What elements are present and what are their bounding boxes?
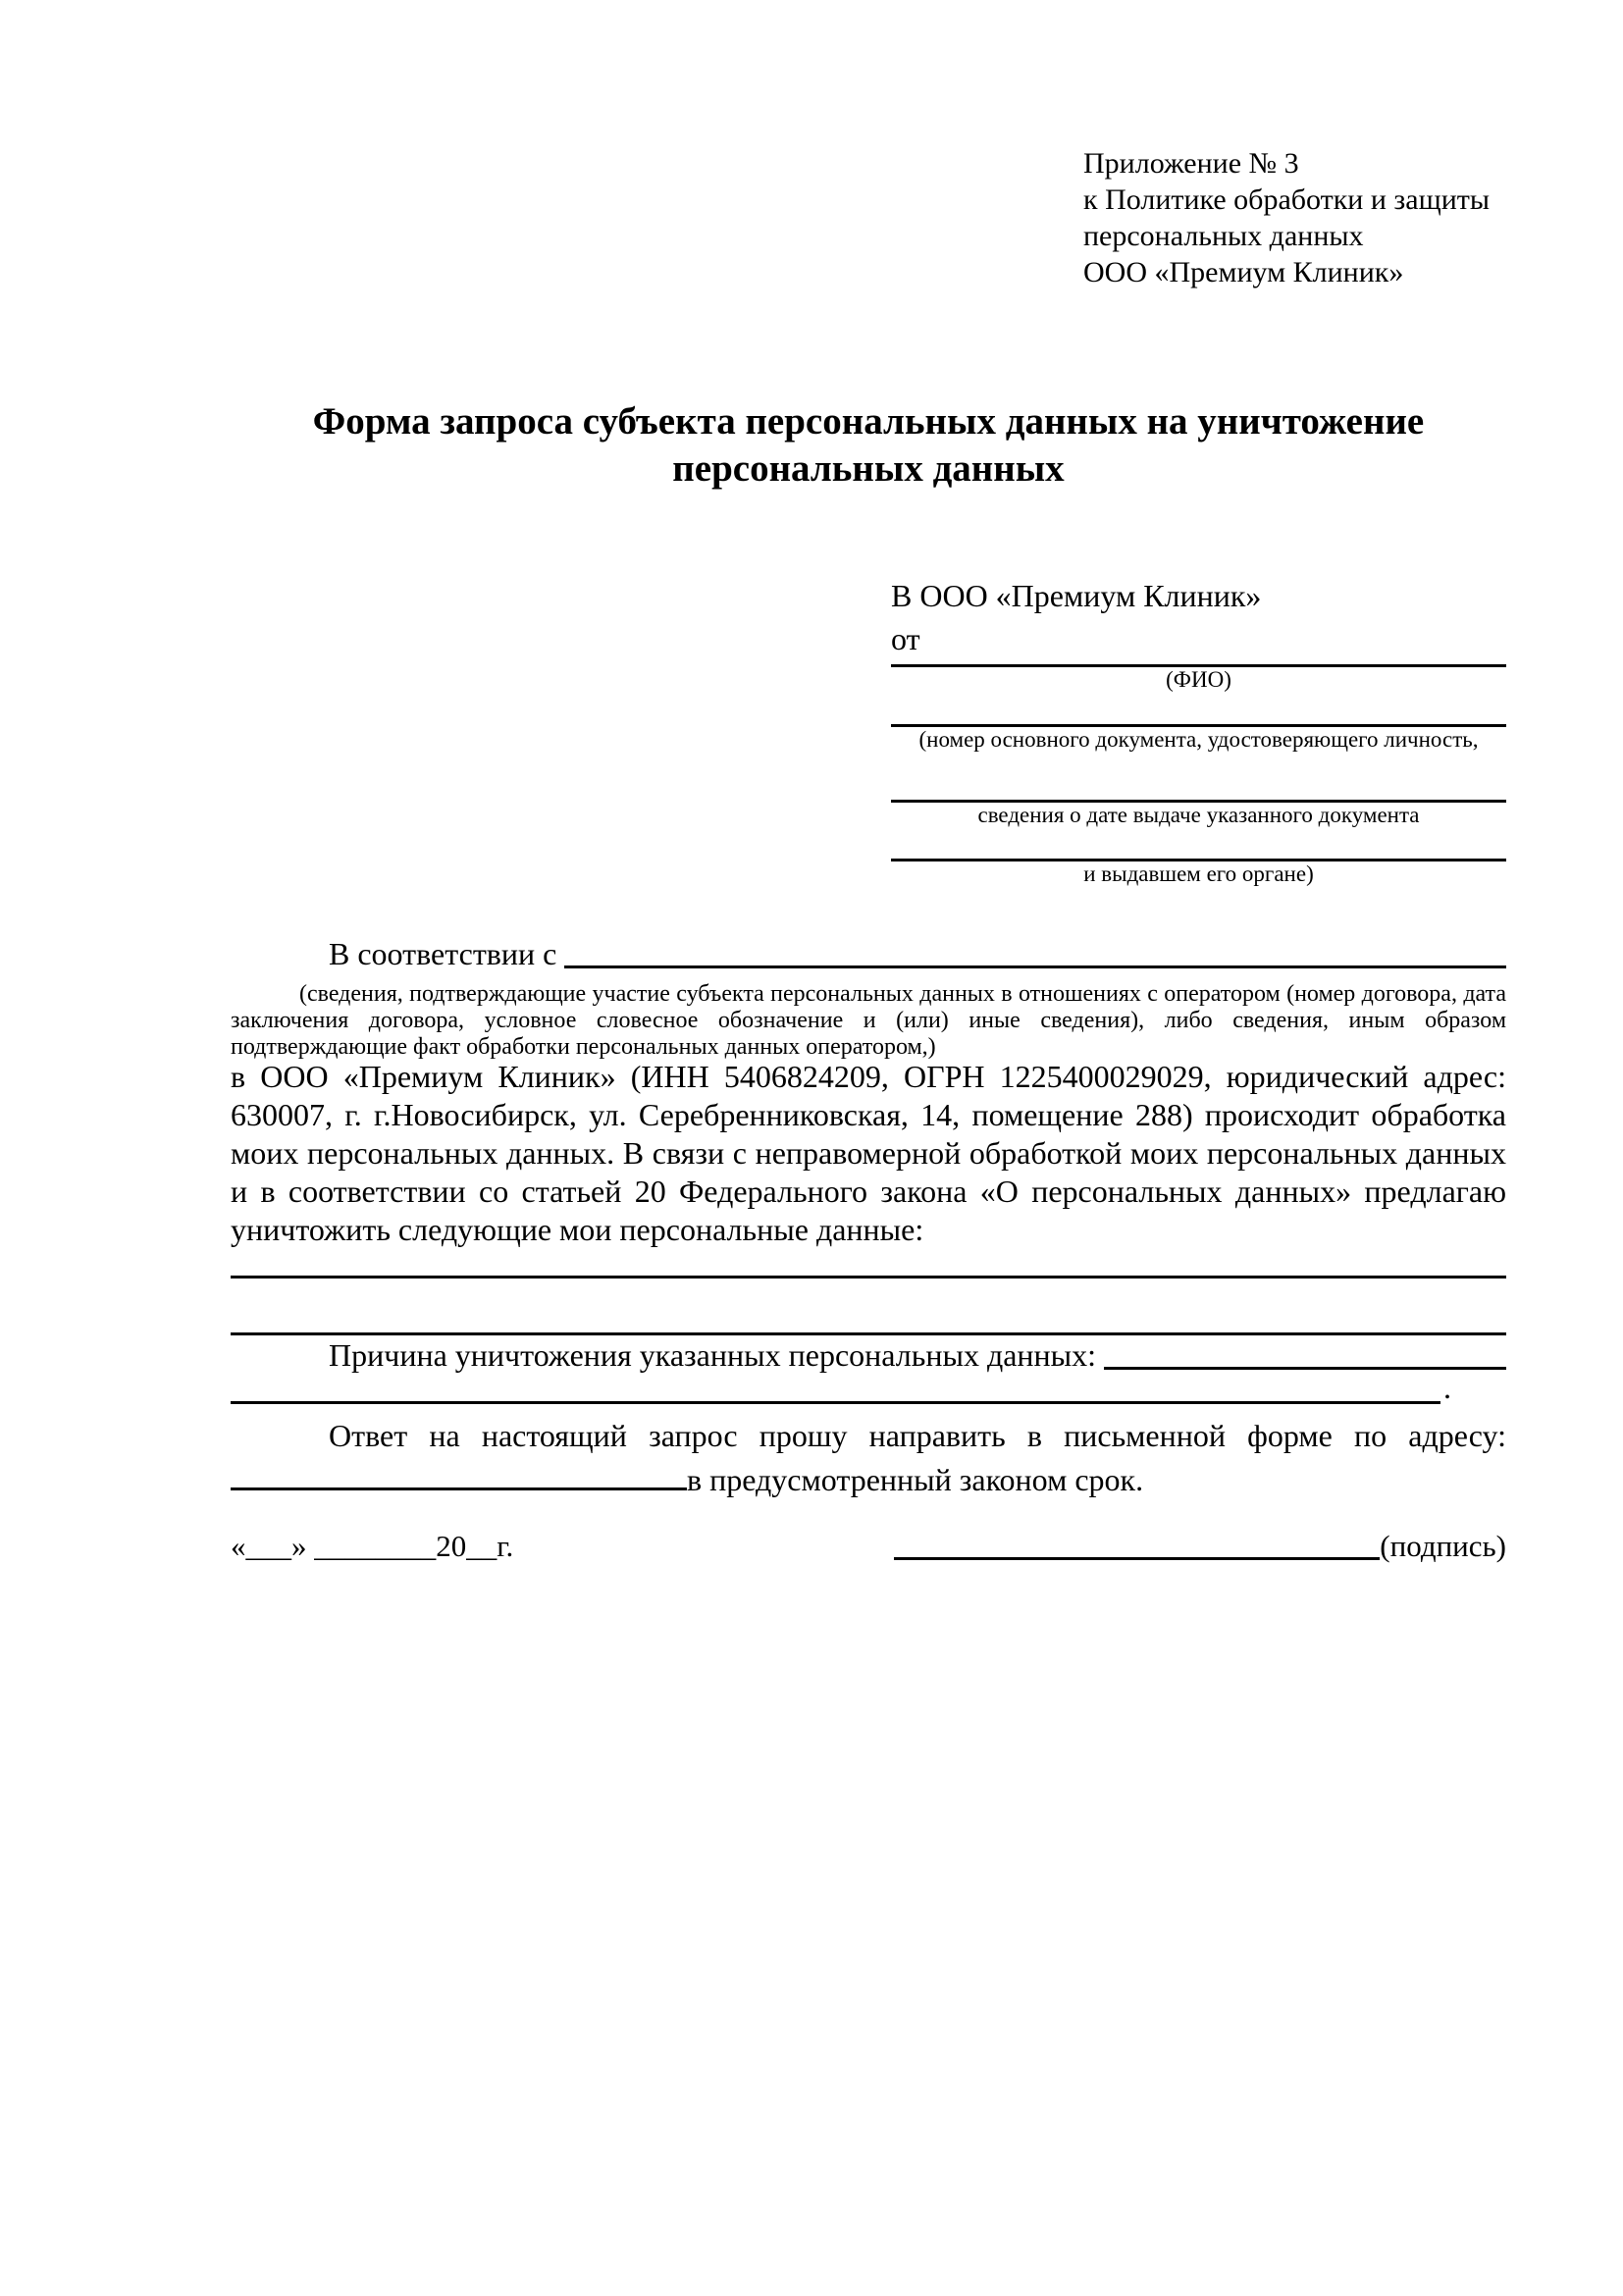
line-period: . [1443, 1370, 1451, 1405]
id-document-caption-3: и выдавшем его органе) [1083, 861, 1314, 886]
date-signature-row [231, 1527, 1506, 1566]
appendix-reference [1083, 145, 1490, 290]
address-blank-line [231, 1487, 687, 1490]
signature-caption: (подпись) [1380, 1529, 1506, 1563]
response-tail: в предусмотренный законом срок. [687, 1462, 1144, 1497]
page-title: Форма запроса субъекта персональных данных на уничтожение персональных данных [312, 400, 1425, 490]
accordance-row [231, 934, 1506, 973]
accordance-blank-line [564, 934, 1506, 968]
reason-label: Причина уничтожения указанных персональных данных: [329, 1337, 1097, 1373]
fio-caption: (ФИО) [1166, 667, 1231, 692]
id-document-caption-2: сведения о дате выдаче указанного документа [977, 803, 1420, 827]
appendix-line-3: персональных данных [1083, 220, 1364, 252]
addressee-to: В ООО «Премиум Клиник» [891, 578, 1262, 613]
appendix-line-4: ООО «Премиум Клиник» [1083, 256, 1404, 288]
date-blank-template: «___» ________20__г. [231, 1529, 514, 1563]
signature-blank-line [894, 1527, 1380, 1560]
fine-print: (сведения, подтверждающие участие субъекта персональных данных в отношениях с оператором (номер договора, дата заключения договора, условное словесное обозначение и (или) иные сведения), либо сведения, иным образом подтверждающие факт обработки персональных данных оператором,) [231, 981, 1506, 1060]
addressee-block [891, 574, 1506, 887]
response-text: Ответ на настоящий запрос прошу направить в письменной форме по адресу: [329, 1418, 1506, 1453]
appendix-line-1: Приложение № 3 [1083, 147, 1299, 180]
response-paragraph [231, 1414, 1506, 1502]
main-paragraph: в ООО «Премиум Клиник» (ИНН 5406824209, ОГРН 1225400029029, юридический адрес: 630007, г. г.Новосибирск, ул. Серебренниковская, 14, помещение 288) происходит обработка моих персональных данных. В связи с неправомерной обработкой моих персональных данных и в соответствии со статьей 20 Федерального закона «О персональных данных» предлагаю уничтожить следующие мои персональные данные: [231, 1059, 1506, 1247]
reason-blank-line [1104, 1336, 1506, 1370]
reason-continuation-row [231, 1368, 1506, 1404]
personal-data-blank-line-2 [231, 1332, 1506, 1335]
id-document-caption-1: (номер основного документа, удостоверяющего личность, [918, 727, 1479, 752]
appendix-line-2: к Политике обработки и защиты [1083, 183, 1491, 216]
personal-data-blank-line-1 [231, 1276, 1506, 1278]
accordance-label: В соответствии с [329, 936, 557, 971]
footer-spacer [513, 1527, 894, 1566]
addressee-from-label: от [891, 621, 920, 656]
reason-blank-line-2 [231, 1368, 1440, 1404]
